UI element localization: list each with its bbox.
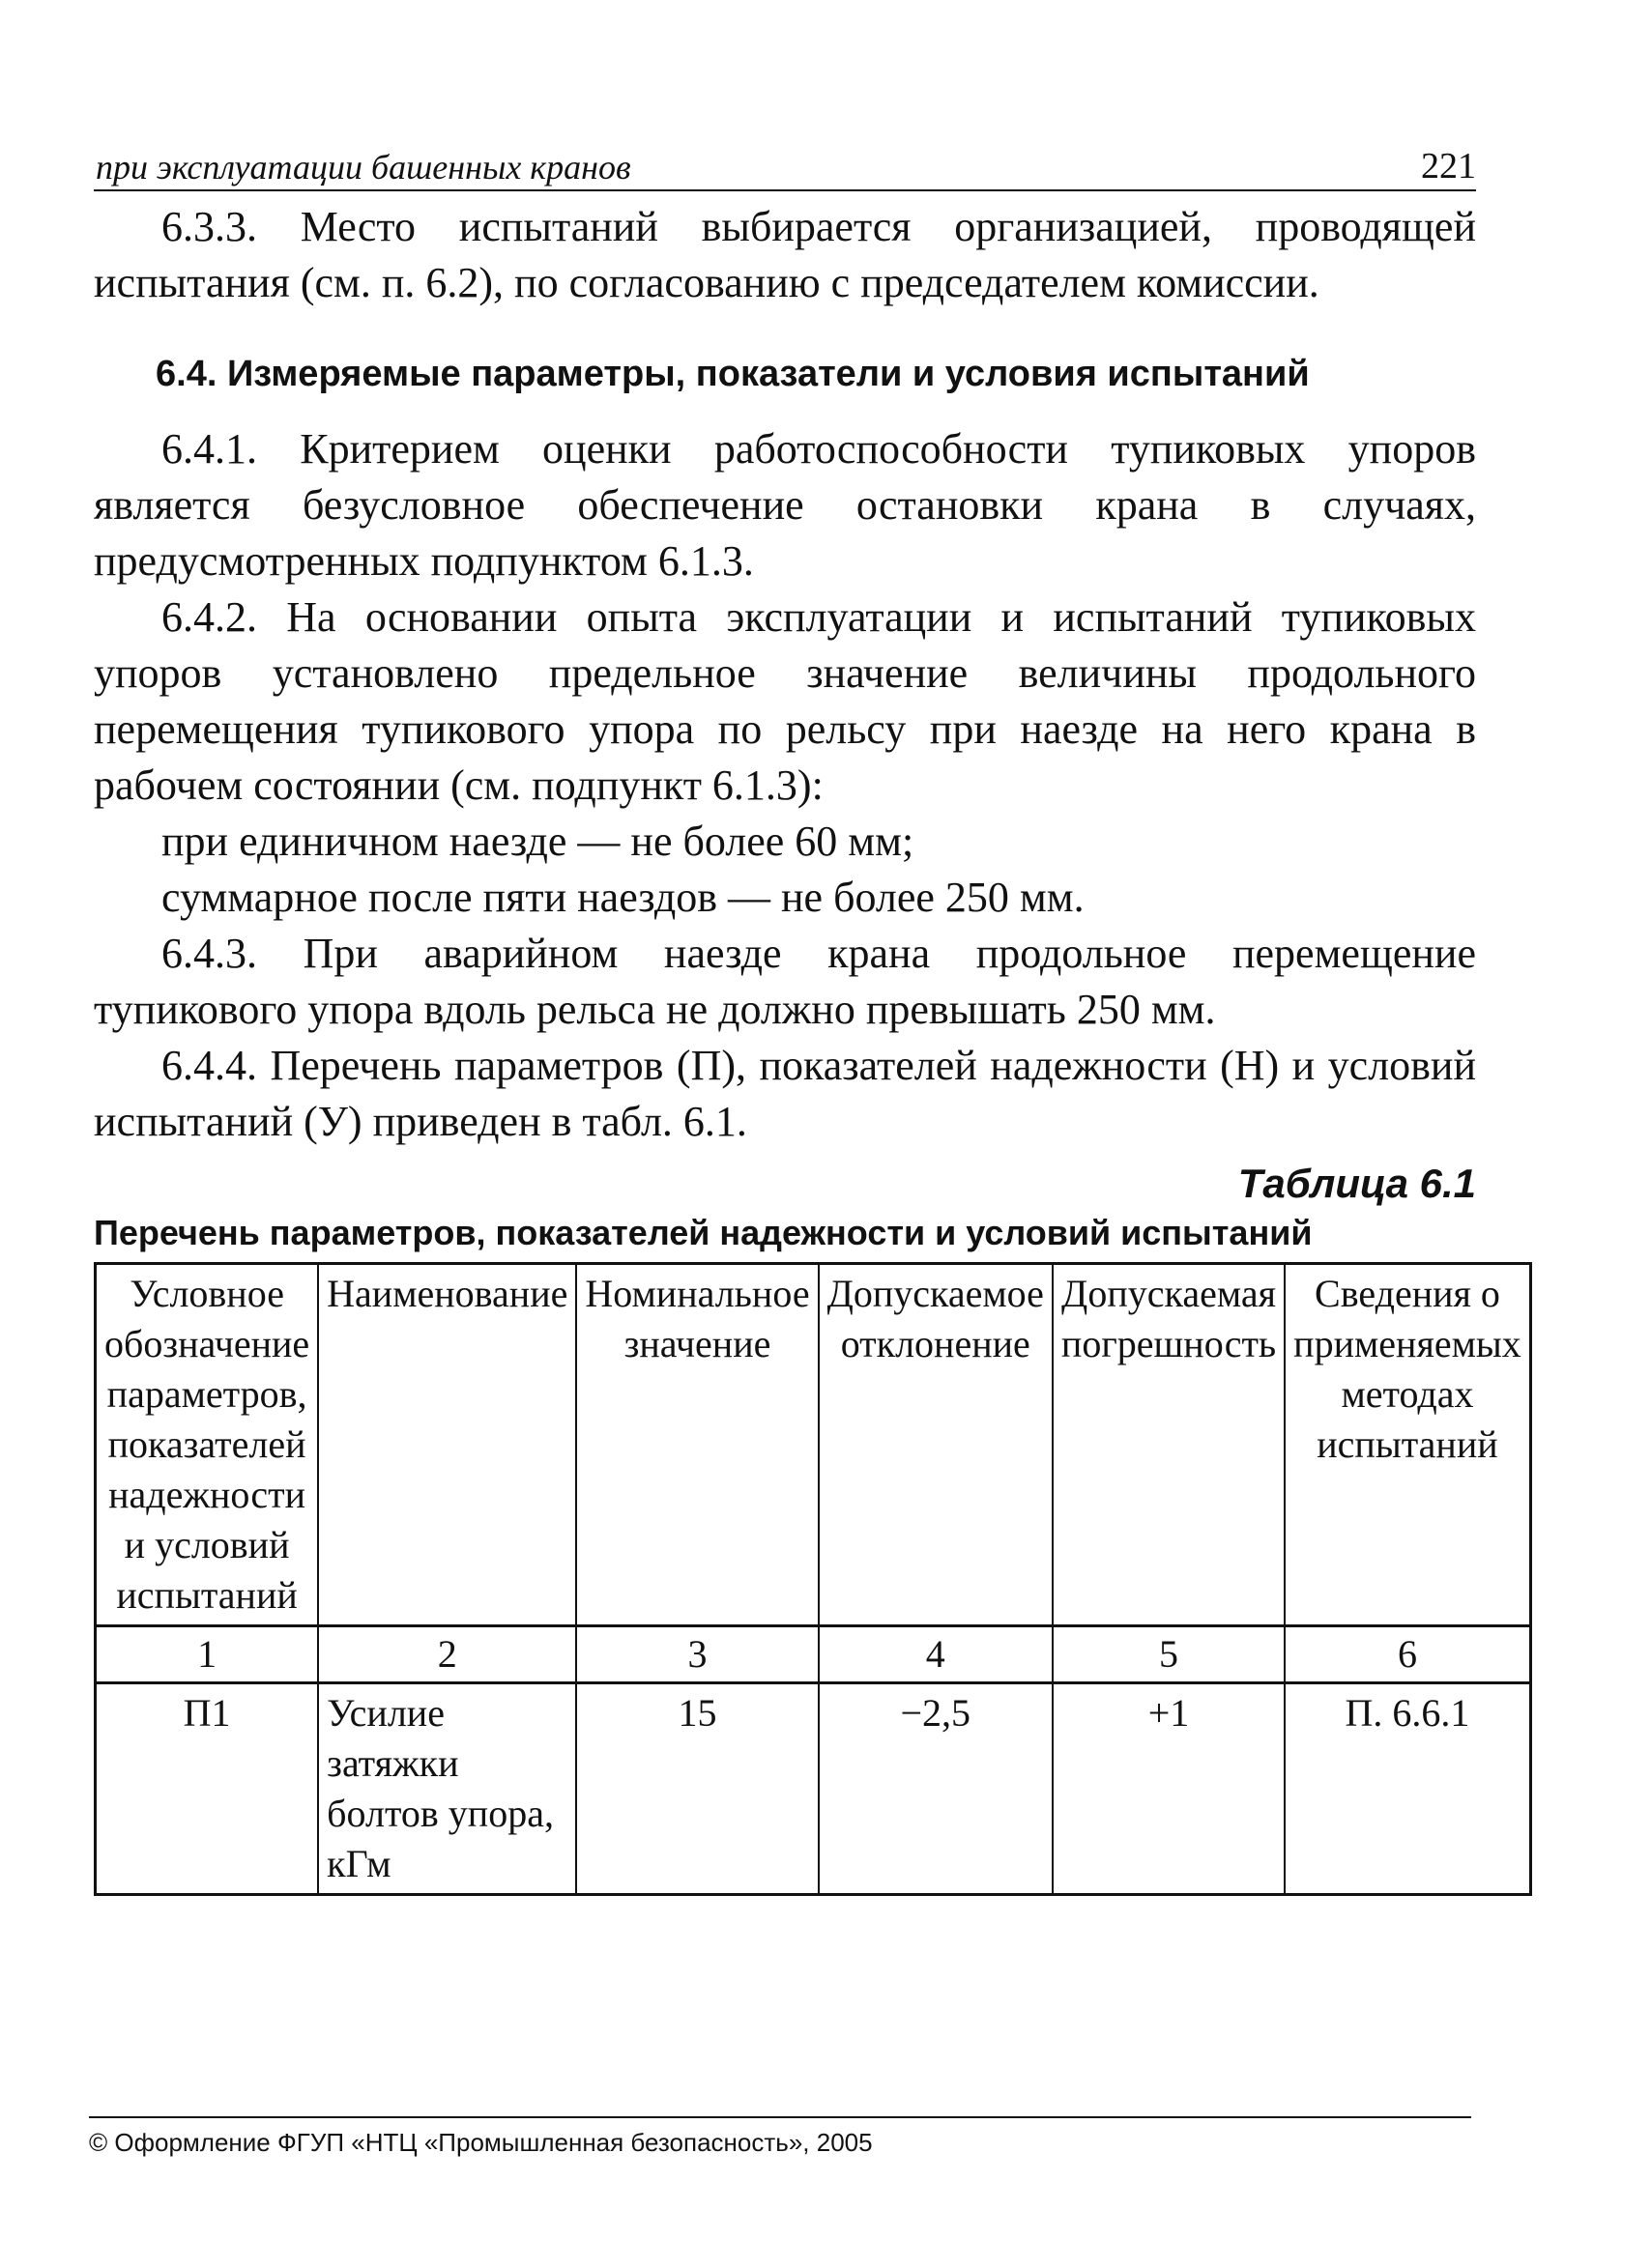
paragraph-6-4-3: 6.4.3. При аварийном наезде крана продольное перемещение тупикового упора вдоль рельса не должно превышать 250 мм. xyxy=(94,930,1476,1033)
section-heading-6-4: 6.4. Измеряемые параметры, показатели и условия испытаний xyxy=(156,354,1310,394)
header-allowed-error: Допускаемая погрешность xyxy=(1053,1264,1285,1626)
table-title: Перечень параметров, показателей надежности и условий испытаний xyxy=(94,1213,1313,1252)
footer-copyright: © Оформление ФГУП «НТЦ «Промышленная безопасность», 2005 xyxy=(89,2116,1471,2158)
table-row xyxy=(96,1683,1531,1895)
parameters-table xyxy=(94,1262,1532,1896)
header-name: Наименование xyxy=(318,1264,576,1626)
column-number: 3 xyxy=(576,1626,818,1683)
document-page xyxy=(94,135,1521,1896)
cell-allowed-error: +1 xyxy=(1053,1683,1285,1895)
column-number: 1 xyxy=(96,1626,319,1683)
column-number: 6 xyxy=(1285,1626,1530,1683)
paragraph-6-4-1: 6.4.1. Критерием оценки работоспособности тупиковых упоров является безусловное обеспечение остановки крана в случаях, предусмотренных подпунктом 6.1.3. xyxy=(94,425,1476,585)
column-number: 4 xyxy=(819,1626,1053,1683)
header-allowed-deviation: Допускаемое отклонение xyxy=(819,1264,1053,1626)
table-numbering-row xyxy=(96,1626,1531,1683)
cell-name: Усилие затяжки болтов упора, кГм xyxy=(318,1683,576,1895)
paragraph-6-4-4: 6.4.4. Перечень параметров (П), показателей надежности (Н) и условий испытаний (У) приведен в табл. 6.1. xyxy=(94,1042,1476,1145)
header-designation: Условное обозначение параметров, показателей надежности и условий испытаний xyxy=(96,1264,319,1626)
header-nominal-value: Номинальное значение xyxy=(576,1264,818,1626)
cell-allowed-deviation: −2,5 xyxy=(819,1683,1053,1895)
table-header-row xyxy=(96,1264,1531,1626)
paragraph-6-4-2: 6.4.2. На основании опыта эксплуатации и испытаний тупиковых упоров установлено предельное значение величины продольного перемещения тупикового упора по рельсу при наезде на него крана в рабочем состоянии (см. подпункт 6.1.3): xyxy=(94,593,1476,809)
table-label: Таблица 6.1 xyxy=(1237,1161,1476,1206)
cell-designation: П1 xyxy=(96,1683,319,1895)
cell-nominal-value: 15 xyxy=(576,1683,818,1895)
paragraph-single-impact: при единичном наезде — не более 60 мм; xyxy=(161,818,914,865)
header-test-methods: Сведения о применяемых методах испытаний xyxy=(1285,1264,1530,1626)
running-title: при эксплуатации башенных кранов xyxy=(96,148,631,187)
paragraph-total-impacts: суммарное после пяти наездов — не более 250 мм. xyxy=(161,874,1085,921)
column-number: 2 xyxy=(318,1626,576,1683)
cell-test-method: П. 6.6.1 xyxy=(1285,1683,1530,1895)
page-number: 221 xyxy=(1421,146,1476,187)
paragraph-6-3-3: 6.3.3. Место испытаний выбирается организацией, проводящей испытания (см. п. 6.2), по согласованию с председателем комиссии. xyxy=(94,203,1476,306)
column-number: 5 xyxy=(1053,1626,1285,1683)
running-header xyxy=(94,135,1476,191)
